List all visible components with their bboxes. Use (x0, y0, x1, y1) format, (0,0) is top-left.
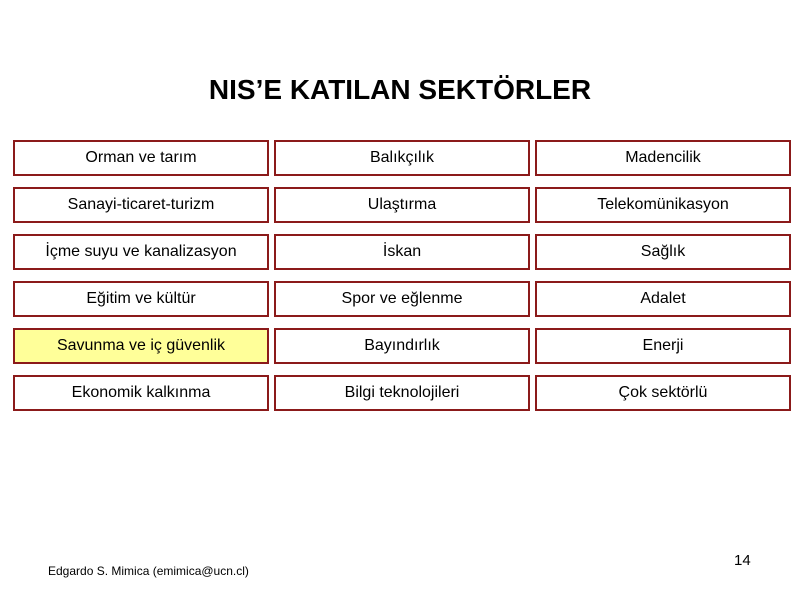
sector-cell-saglik: Sağlık (535, 234, 791, 270)
sector-cell-telekomunikasyon: Telekomünikasyon (535, 187, 791, 223)
sector-grid (13, 140, 790, 411)
sector-cell-madencilik: Madencilik (535, 140, 791, 176)
sector-cell-savunma-highlighted: Savunma ve iç güvenlik (13, 328, 269, 364)
sector-cell-egitim-ve-kultur: Eğitim ve kültür (13, 281, 269, 317)
footer-author: Edgardo S. Mimica (emimica@ucn.cl) (48, 564, 249, 578)
sector-cell-bilgi-teknolojileri: Bilgi teknolojileri (274, 375, 530, 411)
sector-cell-adalet: Adalet (535, 281, 791, 317)
sector-cell-ekonomik-kalkinma: Ekonomik kalkınma (13, 375, 269, 411)
sector-cell-icme-suyu: İçme suyu ve kanalizasyon (13, 234, 269, 270)
sector-cell-sanayi-ticaret-turizm: Sanayi-ticaret-turizm (13, 187, 269, 223)
page-number: 14 (734, 552, 751, 569)
sector-cell-spor-ve-eglenme: Spor ve eğlenme (274, 281, 530, 317)
sector-cell-cok-sektorlu: Çok sektörlü (535, 375, 791, 411)
sector-cell-orman-ve-tarim: Orman ve tarım (13, 140, 269, 176)
sector-cell-balikcilik: Balıkçılık (274, 140, 530, 176)
sector-cell-ulastirma: Ulaştırma (274, 187, 530, 223)
sector-cell-iskan: İskan (274, 234, 530, 270)
sector-cell-bayindirlik: Bayındırlık (274, 328, 530, 364)
sector-cell-enerji: Enerji (535, 328, 791, 364)
slide-title: NIS’E KATILAN SEKTÖRLER (208, 74, 592, 105)
